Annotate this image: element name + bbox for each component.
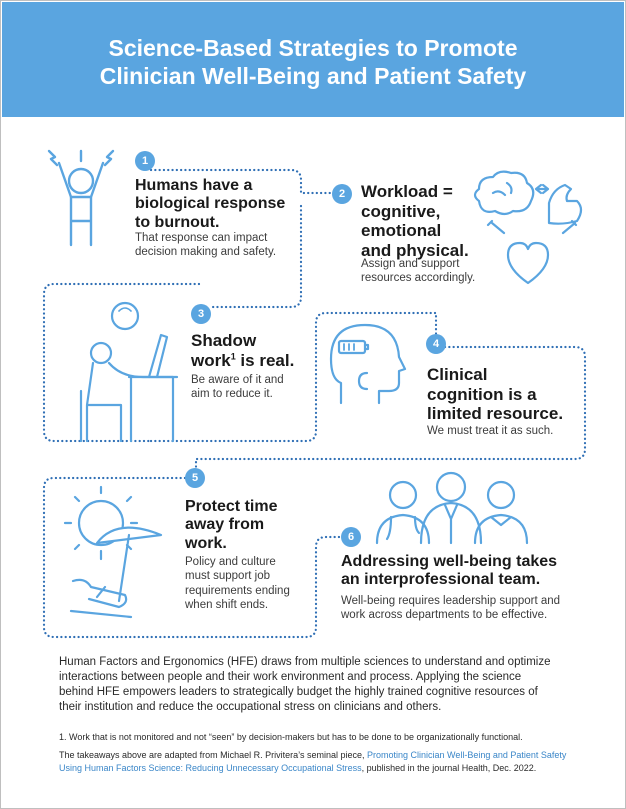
paragraph-line: Human Factors and Ergonomics (HFE) draws from multiple sciences to understand and optimize <box>59 656 551 668</box>
step-2-heading-line: cognitive, <box>361 201 441 221</box>
step-1-body-line: decision making and safety. <box>135 246 277 259</box>
citation-line-1 <box>59 749 589 762</box>
step-3-heading-tail: is real. <box>235 350 295 370</box>
step-4-heading-line: Clinical <box>427 365 488 384</box>
citation-link[interactable]: Promoting Clinician Well-Being and Patient Safety <box>366 750 567 760</box>
step-4-body-line: We must treat it as such. <box>427 425 554 437</box>
step-5-heading-line: work. <box>185 534 227 552</box>
step-3-heading-word: work <box>191 350 231 370</box>
step-1-heading-line: Humans have a <box>135 177 253 194</box>
person-at-desk-icon <box>81 303 177 441</box>
step-5-badge: 5 <box>185 468 205 488</box>
step-4-badge: 4 <box>426 334 446 354</box>
step-1-heading-line: to burnout. <box>135 213 220 231</box>
source-citation <box>59 749 589 775</box>
citation-prefix: The takeaways above are adapted from Michael R. Privitera’s seminal piece, <box>59 750 367 760</box>
step-2-heading-line: Workload = <box>361 182 453 201</box>
step-3-badge: 3 <box>191 304 211 324</box>
step-4-heading <box>427 365 563 424</box>
paragraph-line: interactions between people and their work environment and process. Applying the science <box>59 670 522 683</box>
step-2-heading-line: emotional <box>361 221 442 241</box>
footnote-marker: 1 <box>230 350 236 361</box>
step-3-heading <box>191 331 294 370</box>
citation-line-2 <box>59 762 589 775</box>
step-2-body-line: Assign and support <box>361 258 460 270</box>
step-4-body <box>427 424 553 438</box>
paragraph-line: their institution and reduce the occupational stress on clinicians and others. <box>59 700 442 713</box>
step-6-body-line: Well-being requires leadership support and <box>341 595 561 607</box>
step-4-heading-line: limited resource. <box>427 404 564 424</box>
step-1-body <box>135 231 276 260</box>
step-6-badge: 6 <box>341 527 361 547</box>
step-6-heading-line: Addressing well-being takes <box>341 553 558 570</box>
footnote: 1. Work that is not monitored and not “seen” by decision-makers but has to be done to be organizationally functional. <box>59 732 523 742</box>
step-2-heading-line: and physical. <box>361 240 469 260</box>
paragraph-line: behind HFE empowers leaders to strategically budget the highly trained cognitive resources of <box>59 685 538 698</box>
step-3-body-line: Be aware of it and <box>191 374 284 386</box>
citation-suffix: , published in the journal Health, Dec. 2022. <box>361 763 537 774</box>
step-5-body-line: must support job <box>185 570 271 583</box>
step-1-heading-line: biological response <box>135 195 286 213</box>
hfe-paragraph <box>59 655 579 715</box>
step-5-heading <box>185 498 277 553</box>
step-5-body <box>185 555 290 613</box>
step-5-heading-line: Protect time <box>185 498 278 515</box>
step-5-body-line: requirements ending <box>185 584 290 597</box>
step-2-heading <box>361 182 469 260</box>
step-6-heading <box>341 553 557 590</box>
page-title-line-2: Clinician Well-Being and Patient Safety <box>99 63 527 89</box>
step-3-body-line: aim to reduce it. <box>191 388 273 401</box>
step-1-badge: 1 <box>135 151 155 171</box>
step-1-body-line: That response can impact <box>135 232 268 244</box>
step-5-body-line: when shift ends. <box>185 599 269 612</box>
step-5-heading-line: away from <box>185 516 265 534</box>
step-2-body-line: resources accordingly. <box>361 272 476 285</box>
head-battery-icon <box>331 325 405 403</box>
citation-link[interactable]: Using Human Factors Science: Reducing Unnecessary Occupational Stress <box>59 763 362 774</box>
step-6-heading-line: an interprofessional team. <box>341 571 541 589</box>
step-2-badge: 2 <box>332 184 352 204</box>
step-4-heading-line: cognition is a <box>427 384 537 404</box>
stressed-person-icon <box>49 151 113 245</box>
step-6-body <box>341 594 560 623</box>
step-3-heading-line: Shadow <box>191 331 257 350</box>
step-2-body <box>361 257 475 286</box>
step-3-heading-line <box>191 351 294 371</box>
step-5-body-line: Policy and culture <box>185 556 276 568</box>
beach-umbrella-icon <box>65 487 161 617</box>
step-6-body-line: work across departments to be effective. <box>341 609 548 622</box>
clinical-team-icon <box>377 473 527 543</box>
step-1-heading <box>135 177 285 232</box>
brain-muscle-heart-icon <box>475 172 581 283</box>
page-title-line-1: Science-Based Strategies to Promote <box>108 35 518 61</box>
step-3-body <box>191 373 284 402</box>
